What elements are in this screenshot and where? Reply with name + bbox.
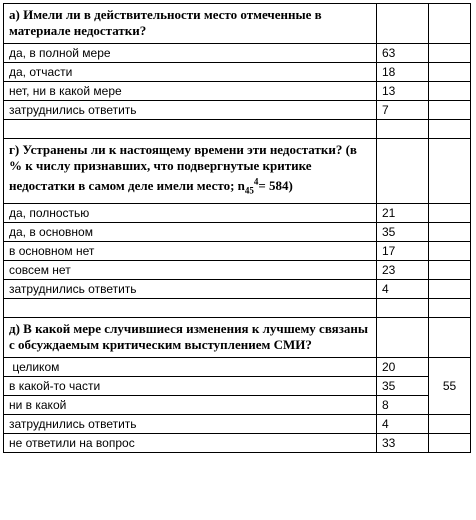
table-row <box>4 44 471 63</box>
table-row <box>4 433 471 452</box>
answer-label: целиком <box>4 357 377 376</box>
table-row <box>4 101 471 120</box>
table-row <box>4 376 471 395</box>
answer-label: ни в какой <box>4 395 377 414</box>
answer-label: затруднились ответить <box>4 279 377 298</box>
answer-value: 4 <box>377 279 429 298</box>
table-row <box>4 241 471 260</box>
answer-label: да, отчасти <box>4 63 377 82</box>
spacer-row <box>4 120 471 139</box>
survey-table <box>3 3 471 453</box>
question-a: а) Имели ли в действительности место отмеченные в материале недостатки? <box>4 4 377 44</box>
answer-value: 21 <box>377 203 429 222</box>
answer-label: да, полностью <box>4 203 377 222</box>
answer-label: нет, ни в какой мере <box>4 82 377 101</box>
answer-value: 35 <box>377 376 429 395</box>
question-row <box>4 139 471 204</box>
answer-value: 8 <box>377 395 429 414</box>
answer-value: 23 <box>377 260 429 279</box>
table-row <box>4 222 471 241</box>
question-row <box>4 4 471 44</box>
question-g: г) Устранены ли к настоящему времени эти недостатки? (в % к числу признавших, что подвергнутые критике недостатки в самом деле имели место; $n_{45}^4= 584$) <box>4 139 377 204</box>
answer-value: 33 <box>377 433 429 452</box>
answer-value: 63 <box>377 44 429 63</box>
table-row <box>4 203 471 222</box>
answer-value: 35 <box>377 222 429 241</box>
question-row <box>4 317 471 357</box>
answer-value: 20 <box>377 357 429 376</box>
answer-value: 7 <box>377 101 429 120</box>
answer-label: затруднились ответить <box>4 414 377 433</box>
answer-label: да, в полной мере <box>4 44 377 63</box>
side-value: 55 <box>429 357 471 414</box>
answer-label: не ответили на вопрос <box>4 433 377 452</box>
answer-label: в основном нет <box>4 241 377 260</box>
table-row <box>4 63 471 82</box>
answer-value: 13 <box>377 82 429 101</box>
table-row <box>4 260 471 279</box>
table-row <box>4 357 471 376</box>
answer-label: затруднились ответить <box>4 101 377 120</box>
answer-label: в какой-то части <box>4 376 377 395</box>
table-row <box>4 279 471 298</box>
table-row <box>4 82 471 101</box>
spacer-row <box>4 298 471 317</box>
answer-value: 18 <box>377 63 429 82</box>
table-row <box>4 395 471 414</box>
answer-label: да, в основном <box>4 222 377 241</box>
answer-value: 17 <box>377 241 429 260</box>
answer-value: 4 <box>377 414 429 433</box>
question-d: д) В какой мере случившиеся изменения к лучшему связаны с обсуждаемым критическим выступлением СМИ? <box>4 317 377 357</box>
table-row <box>4 414 471 433</box>
answer-label: совсем нет <box>4 260 377 279</box>
